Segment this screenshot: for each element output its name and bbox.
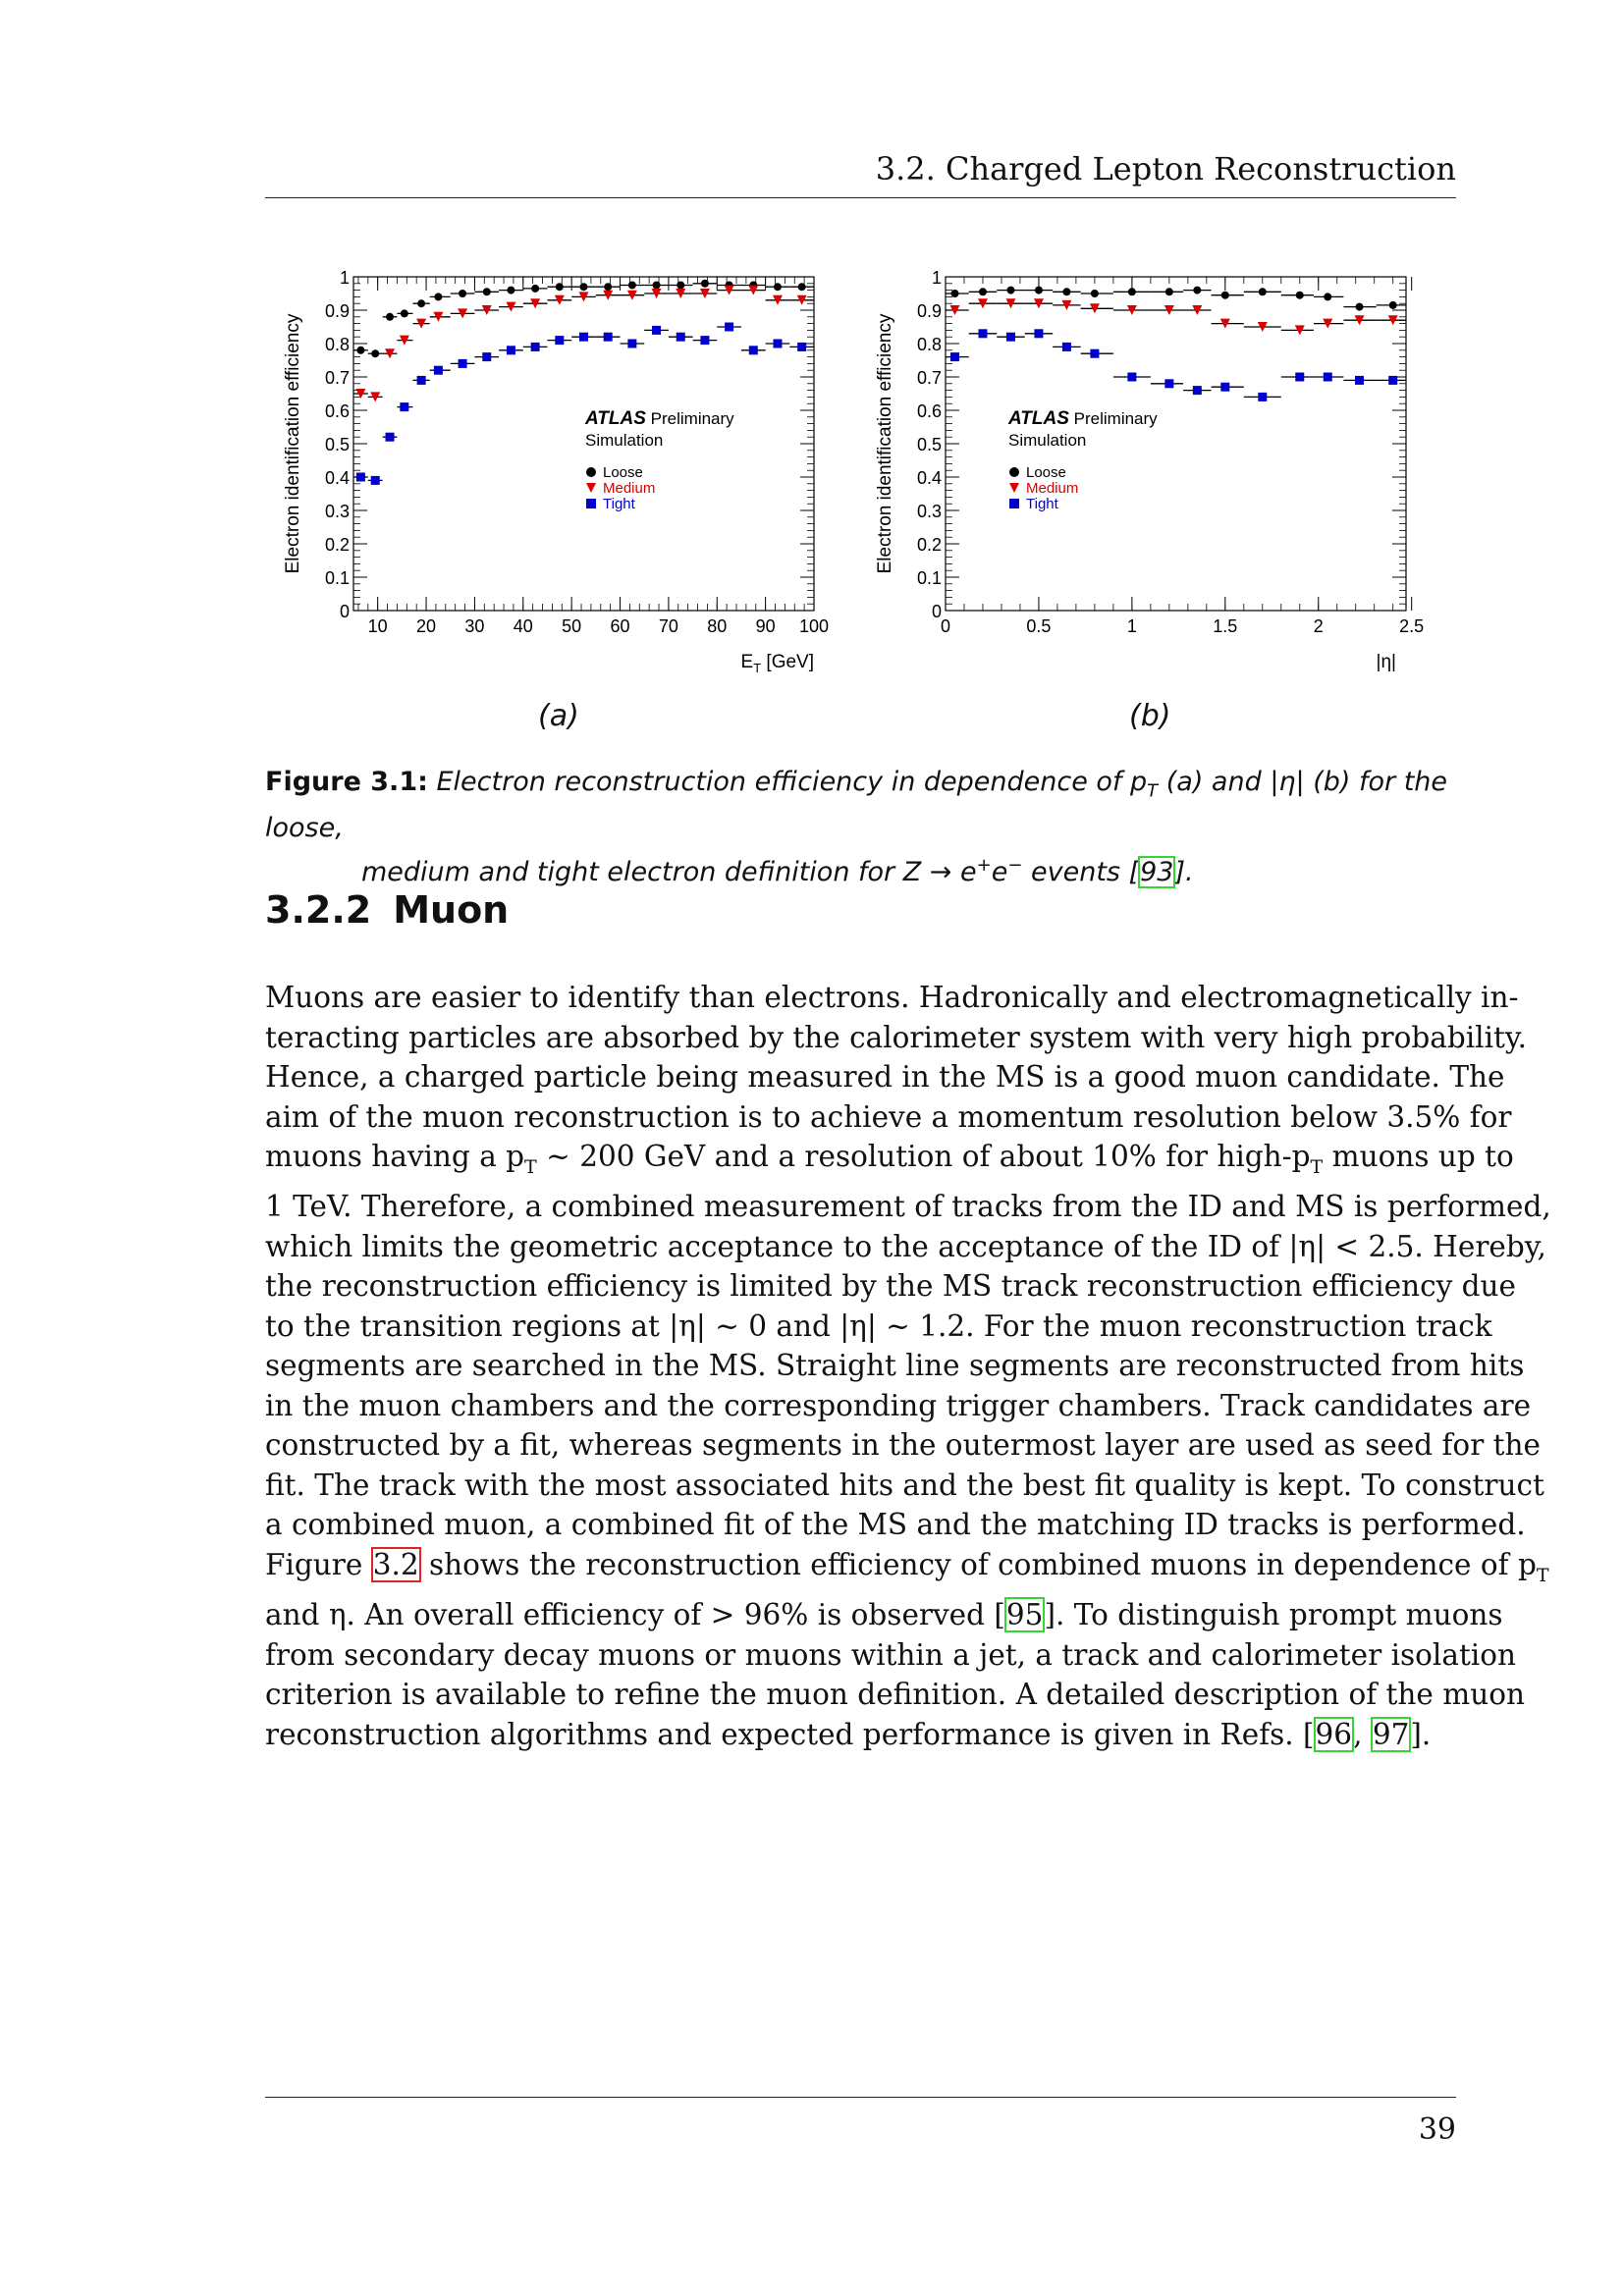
x-axis-label: |η| [1376,652,1396,672]
data-point-loose [531,285,539,293]
data-point-loose [774,283,782,291]
data-point-tight [797,343,806,351]
data-point-loose [1221,292,1229,299]
data-point-tight [677,333,685,342]
data-point-tight [1090,349,1099,358]
data-point-tight [555,336,564,345]
data-point-tight [604,333,613,342]
x-axis-label-main: E [740,652,754,672]
data-point-tight [700,336,709,345]
caption-sub: T [1147,780,1159,802]
x-tick-label: 1.5 [1213,616,1238,636]
y-tick-label: 0.9 [324,301,350,321]
text-line: aim of the muon reconstruction is to achieve a momentum resolution below 3.5% for [265,1099,1512,1134]
data-point-loose [356,347,364,354]
data-point-tight [1220,383,1229,392]
legend-entry: Loose [1026,464,1066,481]
subscript: T [1536,1564,1549,1586]
x-tick-label: 60 [610,616,630,636]
sublabel-a: (a) [538,699,579,733]
data-point-tight [400,402,408,411]
y-axis-label: Electron identification efficiency [283,313,303,574]
caption-text-1b: (a) and |η| (b) for the loose, [265,767,1448,844]
atlas-label-preliminary: Preliminary [1068,409,1158,428]
x-tick-label: 100 [798,616,830,636]
figure-caption [265,764,1456,891]
simulation-label: Simulation [585,431,664,450]
atlas-label-bold: ATLAS [1008,408,1069,429]
plot-a-svg [267,257,895,679]
x-tick-label: 0 [940,616,951,636]
data-point-tight [1164,379,1173,388]
footer-rule [265,2097,1456,2098]
data-point-tight [417,376,426,385]
y-tick-label: 1 [931,268,942,288]
legend-entry: Tight [1026,496,1058,512]
y-tick-label: 0.5 [324,435,350,454]
plot-frame [353,277,814,611]
text-fragment: reconstruction algorithms and expected performance is given in Refs. [ [265,1717,1315,1751]
caption-text-2: medium and tight electron definition for Z → e [361,857,977,888]
data-point-tight [749,346,758,354]
text-line [265,1715,1456,1755]
x-axis-label-unit: [GeV] [761,652,814,672]
plot-b-efficiency-vs-eta [859,257,1488,679]
y-axis-label: Electron identification efficiency [875,313,895,574]
x-tick-label: 20 [416,616,437,636]
x-tick-label: 2 [1313,616,1324,636]
data-point-loose [483,288,491,295]
data-point-loose [653,282,661,290]
data-point-tight [950,352,959,361]
atlas-label-bold: ATLAS [585,408,646,429]
y-tick-label: 0.6 [324,401,350,421]
caption-ref-link[interactable]: 93 [1140,857,1174,888]
y-tick-label: 0.5 [916,435,942,454]
data-point-tight [1193,386,1202,395]
caption-label: Figure 3.1: [265,767,428,797]
data-point-loose [979,288,987,295]
y-tick-label: 0 [931,602,942,621]
y-tick-label: 0.1 [916,568,942,588]
data-point-loose [1091,290,1099,297]
data-point-loose [1296,292,1304,299]
citation-link[interactable]: 96 [1315,1717,1353,1751]
data-point-loose [950,290,958,297]
caption-end: ]. [1174,857,1194,888]
legend-entry: Tight [603,496,635,512]
data-point-loose [1389,301,1397,309]
plot-b-svg [859,257,1488,679]
caption-text-2b: events [ [1022,857,1140,888]
data-point-tight [1006,333,1015,342]
y-tick-label: 0.2 [324,535,350,555]
legend-marker-circle [586,467,596,477]
y-tick-label: 0.8 [916,335,942,354]
text-fragment: Figure [265,1547,372,1581]
x-tick-label: 2.5 [1399,616,1425,636]
y-tick-label: 0.3 [324,502,350,521]
data-point-tight [371,476,380,485]
data-point-loose [798,283,806,291]
text-fragment: , [1353,1717,1372,1751]
header-rule [265,197,1456,198]
x-tick-label: 40 [513,616,533,636]
text-fragment: ∼ 200 GeV and a resolution of about 10% for high-p [536,1140,1311,1173]
y-tick-label: 0.7 [916,368,942,388]
text-line: which limits the geometric acceptance to the acceptance of the ID of |η| < 2.5. Hereby, [265,1229,1546,1263]
x-tick-label: 30 [464,616,485,636]
caption-sup-plus: + [976,855,992,877]
text-line [265,1545,1549,1595]
legend-marker-square [586,499,596,508]
y-tick-label: 0.9 [916,301,942,321]
y-tick-label: 0.8 [324,335,350,354]
data-point-tight [1034,329,1043,338]
data-point-tight [627,340,636,348]
data-point-tight [773,340,782,348]
y-tick-label: 0.1 [324,568,350,588]
text-line: fit. The track with the most associated hits and the best fit quality is kept. To construct [265,1468,1544,1502]
atlas-label-preliminary: Preliminary [645,409,734,428]
y-tick-label: 0.7 [324,368,350,388]
data-point-loose [1193,287,1201,294]
text-fragment: muons up to [1323,1140,1514,1173]
text-line: to the transition regions at |η| ∼ 0 and |η| ∼ 1.2. For the muon reconstruction track [265,1308,1492,1343]
data-point-loose [386,313,394,321]
data-point-tight [1258,393,1267,401]
data-point-tight [434,366,443,375]
x-tick-label: 50 [562,616,582,636]
atlas-label [1007,408,1158,429]
text-line: a combined muon, a combined fit of the MS and the matching ID tracks is performed. [265,1508,1526,1542]
plot-a-efficiency-vs-et [267,257,895,679]
data-point-tight [1324,373,1332,382]
data-point-loose [507,287,514,294]
section-heading [265,888,509,932]
y-tick-label: 0.2 [916,535,942,555]
running-header: 3.2. Charged Lepton Reconstruction [875,150,1456,187]
data-point-tight [386,433,395,442]
text-line: teracting particles are absorbed by the calorimeter system with very high probability. [265,1020,1528,1054]
data-point-loose [371,349,379,357]
data-point-tight [531,343,540,351]
data-point-loose [417,299,425,307]
text-line [265,1137,1514,1187]
text-fragment: muons having a p [265,1140,525,1173]
data-point-loose [604,283,612,291]
caption-text-1: Electron reconstruction efficiency in dependence of p [436,767,1148,797]
data-point-tight [1295,373,1304,382]
x-tick-label: 90 [755,616,776,636]
subscript: T [1310,1155,1324,1178]
citation-link[interactable]: 95 [1005,1598,1044,1632]
data-point-loose [628,282,636,290]
y-tick-label: 0.4 [916,468,942,488]
data-point-tight [459,359,467,368]
x-axis-label-sub: T [753,661,762,675]
text-line: in the muon chambers and the corresponding trigger chambers. Track candidates are [265,1388,1532,1422]
data-point-tight [1127,373,1136,382]
data-point-loose [1324,293,1331,300]
legend-marker-triangle [1009,483,1019,493]
caption-sup-minus: − [1007,855,1023,877]
legend-entry: Loose [603,464,643,481]
data-point-tight [978,329,987,338]
figure-ref-link[interactable]: 3.2 [372,1547,419,1581]
data-point-tight [507,346,515,354]
data-point-loose [1128,288,1136,295]
y-tick-label: 0.4 [324,468,350,488]
section-title: Muon [393,888,510,932]
text-line: from secondary decay muons or muons within a jet, a track and calorimeter isolation [265,1637,1516,1672]
simulation-label: Simulation [1008,431,1087,450]
text-line: Muons are easier to identify than electrons. Hadronically and electromagnetically in- [265,981,1519,1014]
data-point-loose [1259,288,1267,295]
x-tick-label: 0.5 [1026,616,1052,636]
x-tick-label: 70 [658,616,678,636]
data-point-loose [580,283,588,291]
text-line: Hence, a charged particle being measured in the MS is a good muon candidate. The [265,1060,1505,1094]
legend-entry: Medium [603,480,656,497]
data-point-loose [459,290,466,297]
text-line: the reconstruction efficiency is limited by the MS track reconstruction efficiency due [265,1269,1516,1304]
text-line: 1 TeV. Therefore, a combined measurement of tracks from the ID and MS is performed, [265,1190,1551,1224]
text-fragment: ]. [1410,1717,1432,1751]
data-point-tight [482,352,491,361]
legend-entry: Medium [1026,480,1079,497]
subscript: T [524,1155,537,1178]
text-line: segments are searched in the MS. Straight line segments are reconstructed from hits [265,1349,1525,1383]
y-tick-label: 0.3 [916,502,942,521]
y-tick-label: 1 [339,268,350,288]
data-point-loose [434,293,442,300]
legend-marker-triangle [586,483,596,493]
data-point-tight [725,323,733,332]
x-tick-label: 1 [1126,616,1137,636]
data-point-loose [1006,287,1014,294]
text-fragment: ]. To distinguish prompt muons [1044,1598,1503,1632]
section-number: 3.2.2 [265,888,372,932]
text-fragment: shows the reconstruction efficiency of combined muons in dependence of p [419,1547,1537,1581]
page-number: 39 [1418,2112,1456,2147]
text-line [265,1595,1503,1635]
sublabel-b: (b) [1129,699,1171,733]
data-point-tight [1062,343,1071,351]
y-tick-label: 0 [339,602,350,621]
x-tick-label: 10 [367,616,388,636]
data-point-loose [1035,287,1043,294]
data-point-loose [401,309,408,317]
body-paragraph [265,978,1551,1754]
text-line: criterion is available to refine the muon definition. A detailed description of the muon [265,1678,1525,1712]
legend-marker-circle [1009,467,1019,477]
x-axis-label [741,652,815,675]
data-point-tight [1355,376,1364,385]
data-point-loose [677,282,684,290]
x-tick-label: 80 [707,616,728,636]
atlas-label [584,408,734,429]
y-tick-label: 0.6 [916,401,942,421]
data-point-tight [579,333,588,342]
data-point-tight [652,326,661,335]
legend-marker-square [1009,499,1019,508]
data-point-tight [1388,376,1397,385]
data-point-loose [556,283,564,291]
data-point-loose [701,280,709,288]
text-line: constructed by a fit, whereas segments in the outermost layer are used as seed for the [265,1428,1541,1463]
data-point-loose [1062,288,1070,295]
data-point-loose [1356,303,1364,311]
data-point-tight [356,473,365,482]
caption-e: e [991,857,1008,888]
data-point-loose [1165,288,1173,295]
citation-link[interactable]: 97 [1372,1717,1410,1751]
text-fragment: and η. An overall efficiency of > 96% is observed [ [265,1598,1005,1632]
